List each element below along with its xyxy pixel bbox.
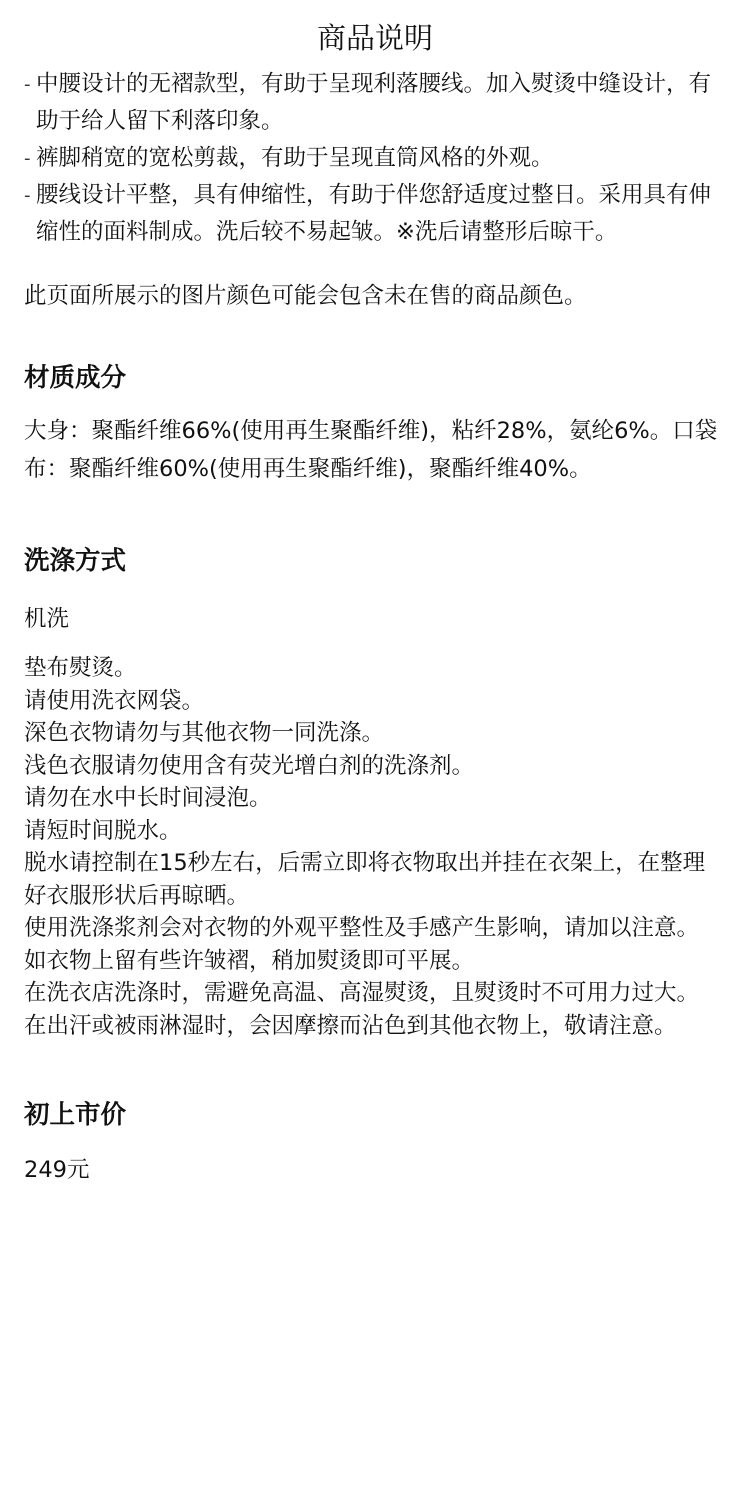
care-instruction: 使用洗涤浆剂会对衣物的外观平整性及手感产生影响，请加以注意。 — [24, 915, 700, 941]
color-notice: 此页面所展示的图片颜色可能会包含未在售的商品颜色。 — [24, 283, 587, 309]
page-title: 商品说明 — [316, 21, 433, 55]
care-instruction: 在洗衣店洗涤时，需避免高温、高湿熨烫，且熨烫时不可用力过大。 — [24, 980, 700, 1006]
description-bullet: - 裤脚稍宽的宽松剪裁，有助于呈现直筒风格的外观。 — [24, 140, 726, 177]
care-instruction: 请使用洗衣网袋。 — [24, 687, 205, 714]
care-instruction: 深色衣物请勿与其他衣物一同洗涤。 — [24, 720, 385, 746]
care-instruction: 脱水请控制在15秒左右，后需立即将衣物取出并挂在衣架上，在整理好衣服形状后再晾晒。 — [24, 850, 706, 909]
material-heading: 材质成分 — [24, 363, 127, 393]
care-instruction: 请勿在水中长时间浸泡。 — [24, 785, 272, 811]
description-bullet: - 中腰设计的无褶款型，有助于呈现利落腰线。加入熨烫中缝设计，有助于给人留下利落印象。 — [24, 66, 726, 140]
price-heading: 初上市价 — [24, 1100, 127, 1130]
care-instruction: 垫布熨烫。 — [24, 655, 137, 681]
care-instruction: 请短时间脱水。 — [24, 817, 182, 844]
care-instruction-list — [24, 652, 726, 1042]
washing-method: 机洗 — [24, 606, 70, 632]
washing-heading: 洗涤方式 — [24, 546, 127, 576]
care-instruction: 浅色衣服请勿使用含有荧光增白剂的洗涤剂。 — [24, 752, 475, 779]
care-instruction: 在出汗或被雨淋湿时，会因摩擦而沾色到其他衣物上，敬请注意。 — [24, 1012, 677, 1039]
price-value: 249元 — [24, 1157, 90, 1183]
care-instruction: 如衣物上留有些许皱褶，稍加熨烫即可平展。 — [24, 947, 475, 974]
description-bullet: - 腰线设计平整，具有伸缩性，有助于伴您舒适度过整日。采用具有伸缩性的面料制成。洗后较不易起皱。※洗后请整形后晾干。 — [24, 177, 726, 251]
material-text: 大身：聚酯纤维66%(使用再生聚酯纤维)，粘纤28%，氨纶6%。口袋布：聚酯纤维60%(使用再生聚酯纤维)，聚酯纤维40%。 — [24, 418, 718, 482]
description-bullet-list — [24, 66, 726, 251]
